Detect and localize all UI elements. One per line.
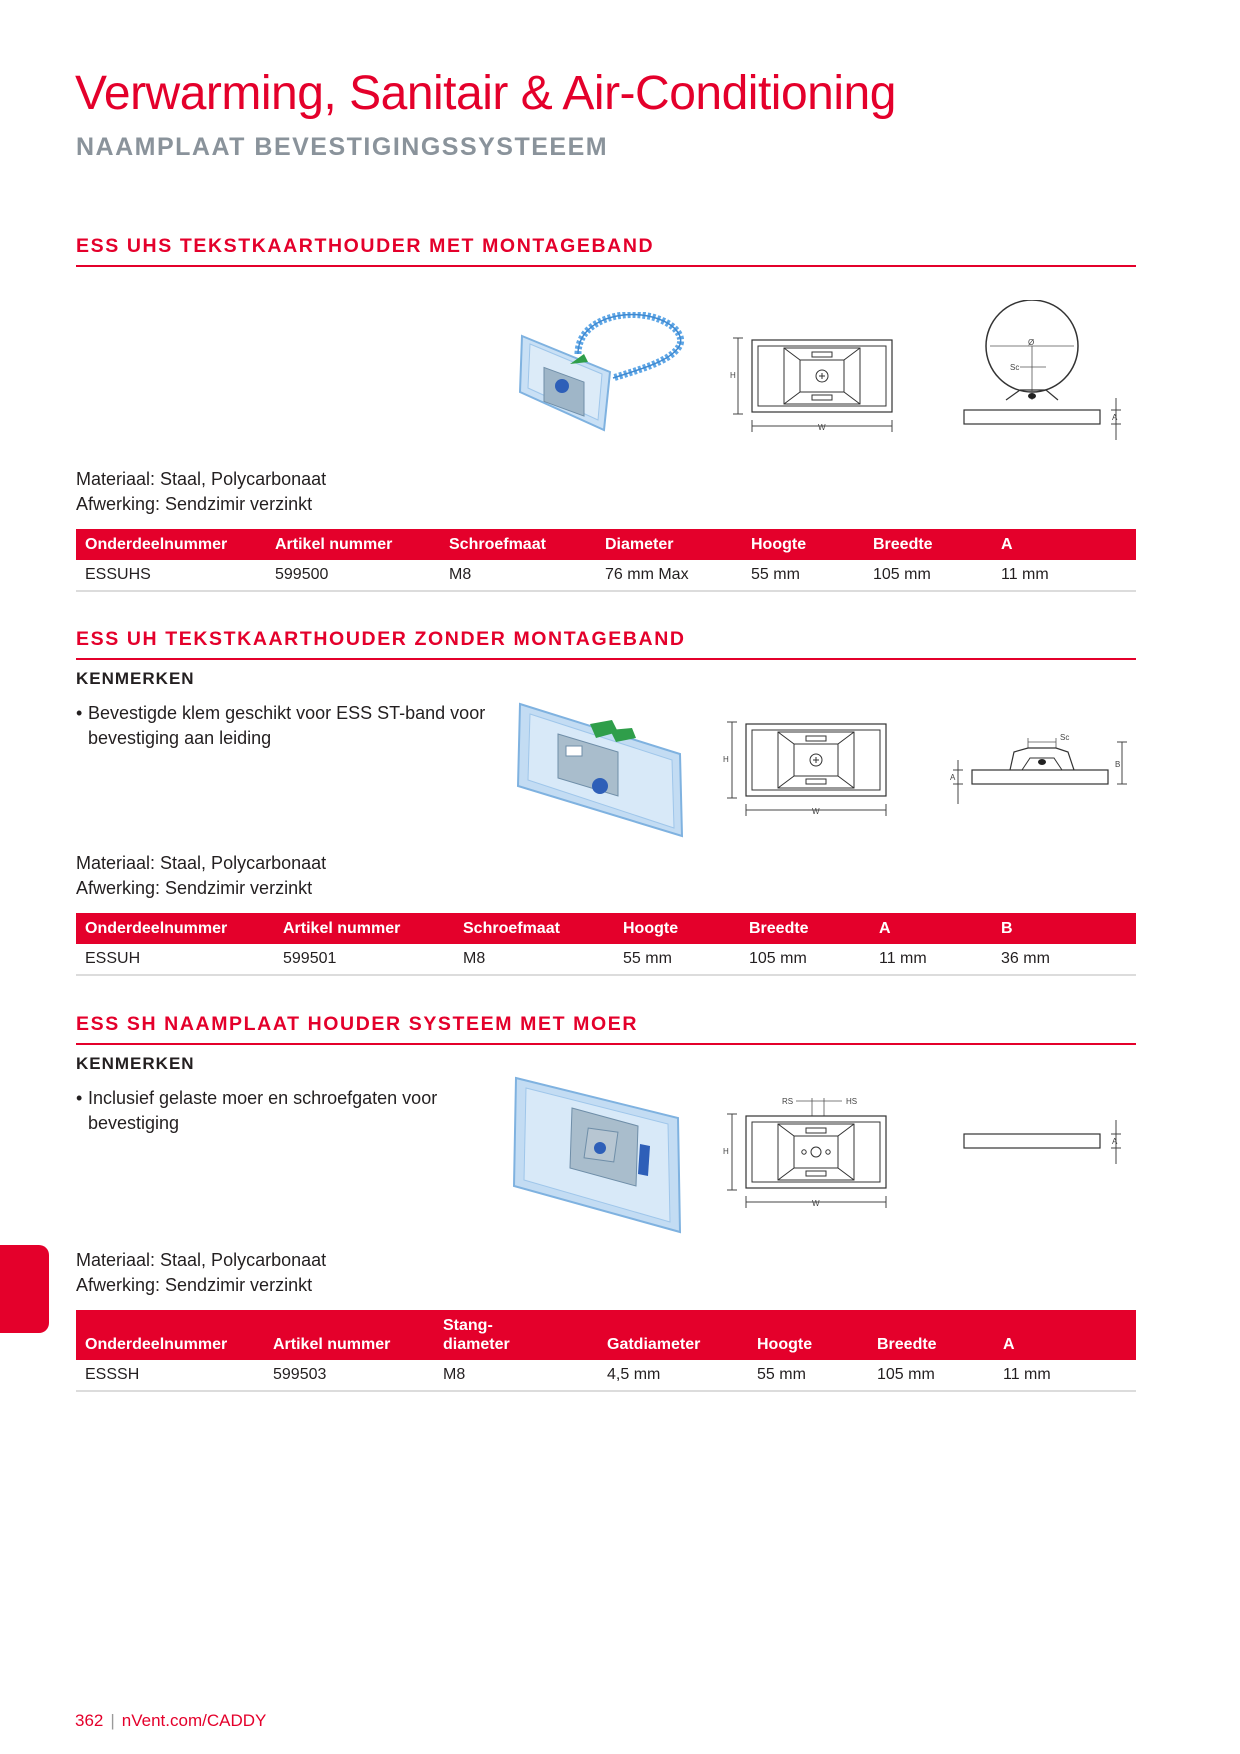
col-header: A [992,529,1136,560]
table-cell: 55 mm [742,560,864,591]
col-header: Diameter [596,529,742,560]
page-title: Verwarming, Sanitair & Air-Conditioning [75,67,896,120]
essuh-b-label: B [1115,760,1121,769]
esssh-h-label: H [723,1147,729,1156]
chapter-tab [0,1245,49,1333]
footer-separator: | [110,1711,115,1730]
table-row [76,560,1136,591]
essuhs-spec-table [76,529,1136,592]
essuhs-side-drawing [956,300,1126,450]
esssh-product-photo [512,1074,692,1234]
col-header: Artikel nummer [266,529,440,560]
table-cell: 599500 [266,560,440,591]
footer-link[interactable]: nVent.com/CADDY [121,1711,267,1730]
col-header: Breedte [868,1310,994,1360]
table-cell: 55 mm [748,1360,868,1391]
col-header: Breedte [864,529,992,560]
essuhs-h-label: H [730,371,736,380]
section-title-essuh: ESS UH TEKSTKAARTHOUDER ZONDER MONTAGEBAND [76,628,1136,660]
table-cell: 11 mm [994,1360,1136,1391]
essuh-w-label: W [812,807,820,816]
table-row [76,1360,1136,1391]
essuh-front-drawing [720,714,900,818]
col-header: Hoogte [742,529,864,560]
table-cell: 76 mm Max [596,560,742,591]
esssh-spec-table [76,1310,1136,1392]
table-cell: M8 [454,944,614,975]
col-header: Onderdeelnummer [76,529,266,560]
esssh-w-label: W [812,1199,820,1208]
esssh-a-label: A [1112,1137,1118,1146]
esssh-finish: Afwerking: Sendzimir verzinkt [76,1275,313,1295]
col-header: Onderdeelnummer [76,1310,264,1360]
col-header: Breedte [740,913,870,944]
esssh-front-drawing [720,1092,900,1210]
table-cell: 105 mm [864,560,992,591]
table-cell: 55 mm [614,944,740,975]
essuh-feature-item: • Bevestigde klem geschikt voor ESS ST-band voor bevestiging aan leiding [76,701,488,751]
esssh-feature-item: • Inclusief gelaste moer en schroefgaten voor bevestiging [76,1086,488,1136]
table-cell: M8 [434,1360,598,1391]
essuhs-a-label: A [1112,413,1118,422]
table-cell: 11 mm [992,560,1136,591]
col-header: Artikel nummer [264,1310,434,1360]
table-cell: ESSUHS [76,560,266,591]
section-title-essuhs: ESS UHS TEKSTKAARTHOUDER MET MONTAGEBAND [76,235,1136,267]
essuh-spec-table [76,913,1136,976]
col-header: Schroefmaat [440,529,596,560]
essuhs-product-photo [518,312,698,432]
table-header-row [76,529,1136,560]
essuh-side-drawing [944,724,1128,814]
col-header: Gatdiameter [598,1310,748,1360]
esssh-material: Materiaal: Staal, Polycarbonaat [76,1250,327,1270]
table-cell: 599503 [264,1360,434,1391]
essuhs-material: Materiaal: Staal, Polycarbonaat [76,469,327,489]
col-header: Onderdeelnummer [76,913,274,944]
col-header: A [994,1310,1136,1360]
section-title-esssh: ESS SH NAAMPLAAT HOUDER SYSTEEM MET MOER [76,1013,1136,1045]
essuh-sc-label: Sc [1060,733,1070,742]
table-cell: 599501 [274,944,454,975]
page-number: 362 [75,1711,104,1730]
essuh-material: Materiaal: Staal, Polycarbonaat [76,853,327,873]
table-cell: 105 mm [740,944,870,975]
col-header: Schroefmaat [454,913,614,944]
essuhs-dia-label: Ø [1028,338,1035,347]
essuh-a-label: A [950,773,956,782]
table-cell: ESSUH [76,944,274,975]
esssh-features-heading: KENMERKEN [76,1054,195,1073]
table-cell: 36 mm [992,944,1136,975]
table-header-row [76,913,1136,944]
table-cell: 4,5 mm [598,1360,748,1391]
col-header: Artikel nummer [274,913,454,944]
table-cell: ESSSH [76,1360,264,1391]
essuhs-front-drawing [726,330,906,434]
table-cell: M8 [440,560,596,591]
essuh-finish: Afwerking: Sendzimir verzinkt [76,878,313,898]
essuhs-sc-label: Sc [1010,363,1020,372]
essuhs-finish: Afwerking: Sendzimir verzinkt [76,494,313,514]
page-footer [75,1711,266,1731]
table-header-row [76,1310,1136,1360]
esssh-side-drawing [956,1114,1126,1170]
table-row [76,944,1136,975]
essuh-features-heading: KENMERKEN [76,669,195,688]
essuh-material-block [76,851,326,901]
col-header: Hoogte [748,1310,868,1360]
esssh-rs-label: RS [782,1097,794,1106]
essuhs-w-label: W [818,423,826,432]
essuh-product-photo [514,700,694,840]
col-header: Stang- diameter [434,1310,598,1360]
essuhs-material-block [76,467,326,517]
page-subtitle: NAAMPLAAT BEVESTIGINGSSYSTEEEM [76,133,609,161]
table-cell: 105 mm [868,1360,994,1391]
col-header: B [992,913,1136,944]
essuh-h-label: H [723,755,729,764]
esssh-material-block [76,1248,326,1298]
esssh-hs-label: HS [846,1097,858,1106]
col-header: A [870,913,992,944]
table-cell: 11 mm [870,944,992,975]
col-header: Hoogte [614,913,740,944]
